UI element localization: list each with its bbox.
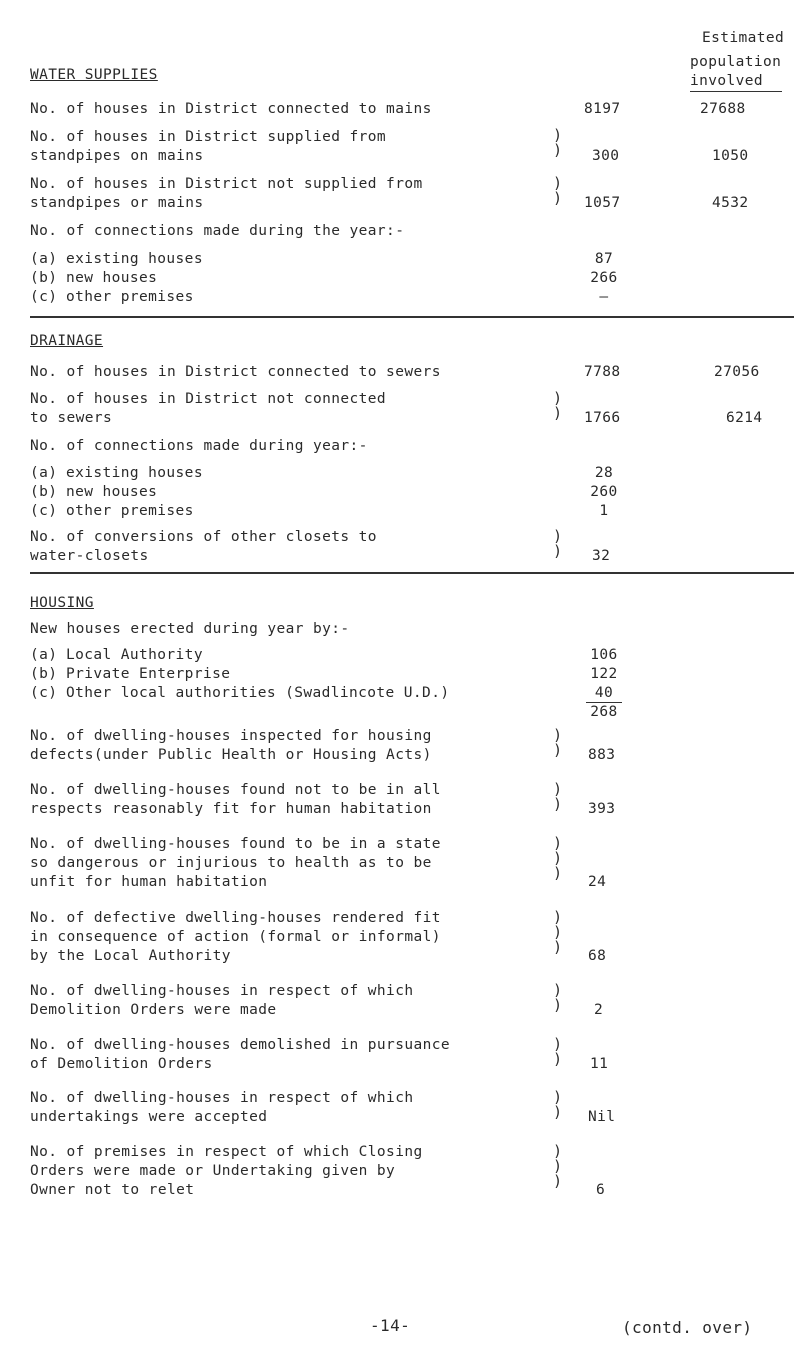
housing-dangerous-label-line3: unfit for human habitation <box>30 874 268 890</box>
water-connected-value: 8197 <box>584 101 621 117</box>
housing-item-a-value: 106 <box>590 647 618 663</box>
water-not-supplied-label-line1: No. of houses in District not supplied from <box>30 176 423 192</box>
drainage-sewers-label: No. of houses in District connected to sewers <box>30 364 441 380</box>
drainage-item-c-label: other premises <box>66 503 194 519</box>
drainage-not-connected-label-line2: to sewers <box>30 410 113 426</box>
water-item-b-label: new houses <box>66 270 158 286</box>
housing-demolished-brace: ) ) <box>553 1035 563 1068</box>
drainage-conversions-label-line2: water-closets <box>30 548 149 564</box>
drainage-sewers-value: 7788 <box>584 364 621 380</box>
housing-not-fit-label-line2: respects reasonably fit for human habitation <box>30 801 432 817</box>
water-item-a-label: existing houses <box>66 251 203 267</box>
water-not-supplied-brace: ) ) <box>553 174 563 207</box>
water-supplies-title: WATER SUPPLIES <box>30 67 158 83</box>
drainage-item-c-value: 1 <box>599 503 609 519</box>
estimated-header-underline <box>690 91 782 92</box>
drainage-conversions-brace: ) ) <box>553 527 563 560</box>
housing-inspected-value: 883 <box>588 747 616 763</box>
continued-note: (contd. over) <box>622 1318 753 1337</box>
housing-demolition-orders-brace: ) ) <box>553 981 563 1014</box>
housing-closing-label-line1: No. of premises in respect of which Closing <box>30 1144 423 1160</box>
housing-dangerous-value: 24 <box>588 874 607 890</box>
housing-dangerous-label-line2: so dangerous or injurious to health as to be <box>30 855 432 871</box>
housing-item-b-marker: (b) <box>30 666 58 682</box>
housing-item-b-label: Private Enterprise <box>66 666 231 682</box>
drainage-conversions-value: 32 <box>592 548 611 564</box>
drainage-item-b-marker: (b) <box>30 484 58 500</box>
housing-rendered-value: 68 <box>588 948 607 964</box>
water-item-b-marker: (b) <box>30 270 58 286</box>
drainage-item-b-label: new houses <box>66 484 158 500</box>
drainage-item-a-value: 28 <box>594 465 614 481</box>
water-connections-label: No. of connections made during the year:- <box>30 223 405 239</box>
housing-closing-value: 6 <box>596 1182 606 1198</box>
housing-closing-brace: ) ) ) <box>553 1142 563 1190</box>
housing-demolished-label-line2: of Demolition Orders <box>30 1056 213 1072</box>
water-connected-label: No. of houses in District connected to mains <box>30 101 432 117</box>
housing-inspected-label-line2: defects(under Public Health or Housing Acts) <box>30 747 432 763</box>
housing-demolition-orders-label-line1: No. of dwelling-houses in respect of which <box>30 983 414 999</box>
housing-closing-label-line3: Owner not to relet <box>30 1182 195 1198</box>
water-item-c-label: other premises <box>66 289 194 305</box>
page-number: -14- <box>370 1316 411 1335</box>
housing-inspected-label-line1: No. of dwelling-houses inspected for housing <box>30 728 432 744</box>
housing-demolished-value: 11 <box>590 1056 609 1072</box>
drainage-not-connected-population: 6214 <box>726 410 763 426</box>
housing-demolition-orders-value: 2 <box>594 1002 604 1018</box>
housing-new-houses-label: New houses erected during year by:- <box>30 621 350 637</box>
water-connected-population: 27688 <box>700 101 746 117</box>
housing-inspected-brace: ) ) <box>553 726 563 759</box>
housing-rendered-brace: ) ) ) <box>553 908 563 956</box>
housing-dangerous-brace: ) ) ) <box>553 834 563 882</box>
housing-item-b-value: 122 <box>590 666 618 682</box>
water-item-c-marker: (c) <box>30 289 58 305</box>
estimated-header-line1: Estimated <box>702 30 785 46</box>
housing-not-fit-value: 393 <box>588 801 616 817</box>
water-item-c-value: – <box>599 289 609 305</box>
drainage-conversions-label-line1: No. of conversions of other closets to <box>30 529 377 545</box>
housing-dangerous-label-line1: No. of dwelling-houses found to be in a state <box>30 836 441 852</box>
water-item-b-value: 266 <box>590 270 618 286</box>
housing-total-underline <box>586 702 622 703</box>
drainage-title: DRAINAGE <box>30 333 104 349</box>
housing-title: HOUSING <box>30 595 94 611</box>
water-standpipes-label-line1: No. of houses in District supplied from <box>30 129 387 145</box>
housing-total-value: 268 <box>590 704 618 720</box>
housing-demolished-label-line1: No. of dwelling-houses demolished in pursuance <box>30 1037 450 1053</box>
housing-closing-label-line2: Orders were made or Undertaking given by <box>30 1163 396 1179</box>
housing-undertakings-label-line2: undertakings were accepted <box>30 1109 268 1125</box>
drainage-sewers-population: 27056 <box>714 364 760 380</box>
estimated-header-line3: involved <box>690 73 764 89</box>
drainage-item-b-value: 260 <box>590 484 618 500</box>
housing-rendered-label-line2: in consequence of action (formal or informal) <box>30 929 441 945</box>
housing-item-a-marker: (a) <box>30 647 58 663</box>
housing-undertakings-brace: ) ) <box>553 1088 563 1121</box>
drainage-not-connected-value: 1766 <box>584 410 621 426</box>
drainage-connections-label: No. of connections made during year:- <box>30 438 368 454</box>
water-standpipes-label-line2: standpipes on mains <box>30 148 204 164</box>
water-standpipes-brace: ) ) <box>553 126 563 159</box>
water-standpipes-value: 300 <box>592 148 620 164</box>
estimated-header-line2: population <box>690 54 782 70</box>
housing-not-fit-label-line1: No. of dwelling-houses found not to be in all <box>30 782 441 798</box>
water-item-a-value: 87 <box>594 251 614 267</box>
drainage-item-a-label: existing houses <box>66 465 203 481</box>
housing-demolition-orders-label-line2: Demolition Orders were made <box>30 1002 277 1018</box>
water-standpipes-population: 1050 <box>712 148 749 164</box>
housing-item-c-value: 40 <box>594 685 614 701</box>
section-divider-drainage <box>30 572 794 574</box>
water-not-supplied-population: 4532 <box>712 195 749 211</box>
housing-item-c-marker: (c) <box>30 685 58 701</box>
housing-item-a-label: Local Authority <box>66 647 203 663</box>
drainage-not-connected-brace: ) ) <box>553 389 563 422</box>
drainage-item-a-marker: (a) <box>30 465 58 481</box>
water-item-a-marker: (a) <box>30 251 58 267</box>
drainage-item-c-marker: (c) <box>30 503 58 519</box>
housing-undertakings-label-line1: No. of dwelling-houses in respect of which <box>30 1090 414 1106</box>
housing-not-fit-brace: ) ) <box>553 780 563 813</box>
housing-rendered-label-line1: No. of defective dwelling-houses rendered fit <box>30 910 441 926</box>
housing-rendered-label-line3: by the Local Authority <box>30 948 231 964</box>
water-not-supplied-label-line2: standpipes or mains <box>30 195 204 211</box>
housing-undertakings-value: Nil <box>588 1109 616 1125</box>
section-divider-water <box>30 316 794 318</box>
water-not-supplied-value: 1057 <box>584 195 621 211</box>
drainage-not-connected-label-line1: No. of houses in District not connected <box>30 391 387 407</box>
housing-item-c-label: Other local authorities (Swadlincote U.D.) <box>66 685 450 701</box>
